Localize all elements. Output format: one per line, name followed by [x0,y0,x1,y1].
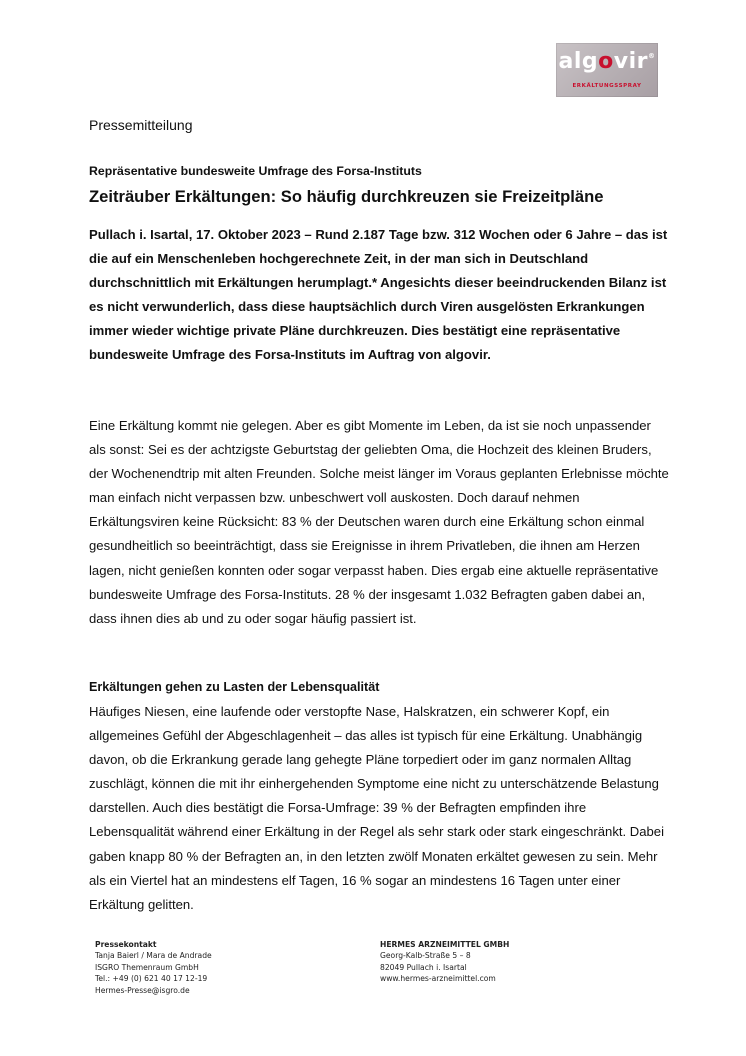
algovir-logo [556,43,658,97]
logo-trademark: ® [648,52,656,60]
press-contact-line: ISGRO Themenraum GmbH [95,962,199,972]
press-contact-email[interactable]: Hermes-Presse@isgro.de [95,985,190,995]
document-type-label: Pressemitteilung [89,117,193,133]
body-paragraph-2: Häufiges Niesen, eine laufende oder verstopfte Nase, Halskratzen, ein schwerer Kopf, ein allgemeines Gefühl der Abgeschlagenheit – das alles ist typisch für eine Erkältung. Unabhängig davon, ob die Erkrankung gerade lang gehegte Pläne torpediert oder im ganz normalen Alltag zuschlägt, können die mit ihr einhergehenden Symptome eine nicht zu unterschätzende Belastung darstellen. Auch dies bestätigt die Forsa-Umfrage: 39 % der Befragten empfinden ihre Lebensqualität während einer Erkältung in der Regel als sehr stark oder stark eingeschränkt. Dabei gaben knapp 80 % der Befragten an, in den letzten zwölf Monaten erkältet gewesen zu sein. Mehr als ein Viertel hat an mindestens elf Tagen, 16 % sogar an mindestens 16 Tagen unter einer Erkältung gelitten. [89,704,664,912]
press-contact-line: Tanja Baierl / Mara de Andrade [95,951,212,961]
logo-wordmark-o: o [598,49,614,74]
company-line: 82049 Pullach i. Isartal [380,962,467,972]
body-paragraph-1: Eine Erkältung kommt nie gelegen. Aber es gibt Momente im Leben, da ist sie noch unpassender als sonst: Sei es der achtzigste Geburtstag der geliebten Oma, die Hochzeit des kleinen Bruders, der Wochenendtrip mit alten Freunden. Solche meist länger im Voraus geplanten Erlebnisse möchte man einfach nicht verpassen bzw. unbeschwert voll auskosten. Doch darauf nehmen Erkältungsviren keine Rücksicht: 83 % der Deutschen waren durch eine Erkältung schon einmal gesundheitlich so beeinträchtigt, dass sie Ereignisse in ihrem Privatleben, die ihnen am Herzen lagen, nicht genießen konnten oder sogar verpasst haben. Dies ergab eine aktuelle repräsentative bundesweite Umfrage des Forsa-Instituts. 28 % der insgesamt 1.032 Befragten gaben dabei an, dass ihnen dies ab und zu oder sogar häufig passiert ist. [89,418,669,626]
press-contact-heading: Pressekontakt [95,940,157,949]
logo-tagline: ERKÄLTUNGSSPRAY [572,83,642,89]
press-contact-block [95,939,212,996]
company-website[interactable]: www.hermes-arzneimittel.com [380,974,496,984]
section-heading: Erkältungen gehen zu Lasten der Lebensqualität [89,680,380,694]
company-heading: HERMES ARZNEIMITTEL GMBH [380,940,510,949]
company-line: Georg-Kalb-Straße 5 – 8 [380,951,471,961]
lead-paragraph: Pullach i. Isartal, 17. Oktober 2023 – Rund 2.187 Tage bzw. 312 Wochen oder 6 Jahre – das ist die auf ein Menschenleben hochgerechnete Zeit, in der man sich in Deutschland durchschnittlich mit Erkältungen herumplagt.* Angesichts dieser beeindruckenden Bilanz ist es nicht verwunderlich, dass diese hauptsächlich durch Viren ausgelösten Erkrankungen immer wieder wichtige private Pläne durchkreuzen. Dies bestätigt eine repräsentative bundesweite Umfrage des Forsa-Instituts im Auftrag von algovir. [89,227,668,363]
logo-wordmark-prefix: alg [558,49,599,74]
company-block [380,939,509,985]
headline: Zeiträuber Erkältungen: So häufig durchkreuzen sie Freizeitpläne [89,187,604,206]
subheadline: Repräsentative bundesweite Umfrage des Forsa-Instituts [89,164,422,178]
press-contact-line: Tel.: +49 (0) 621 40 17 12-19 [95,974,208,984]
logo-wordmark [556,49,658,74]
logo-wordmark-suffix: vir [613,49,648,74]
